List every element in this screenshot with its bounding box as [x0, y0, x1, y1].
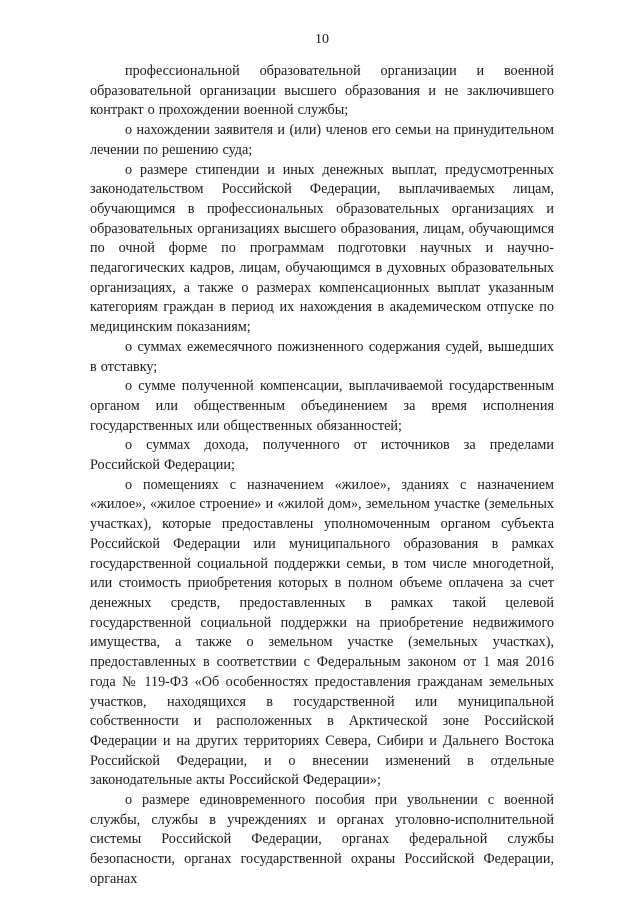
- paragraph: о размере стипендии и иных денежных выплат, предусмотренных законодательством Российской Федерации, выплачиваемых лицам, обучающимся в профессиональных образовательных организациях и образовательных организациях высшего образования, лицам, обучающимся по очной форме по программам подготовки научных и научно-педагогических кадров, лицам, обучающимся в духовных образовательных организациях, а также о размерах компенсационных выплат указанным категориям граждан в период их нахождения в академическом отпуске по медицинским показаниям;: [90, 161, 554, 336]
- document-body: [90, 62, 554, 890]
- paragraph: о помещениях с назначением «жилое», зданиях с назначением «жилое», «жилое строение» и «жилой дом», земельном участке (земельных участках), которые предоставлены уполномоченным органом субъекта Российской Федерации или муниципального образования в рамках государственной социальной поддержки семьи, в том числе многодетной, или стоимость приобретения которых в полном объеме оплачена за счет денежных средств, предоставленных в рамках такой целевой государственной социальной поддержки на приобретение недвижимого имущества, а также о земельном участке (земельных участках), предоставленных в соответствии с Федеральным законом от 1 мая 2016 года № 119-ФЗ «Об особенностях предоставления гражданам земельных участков, находящихся в государственной или муниципальной собственности и расположенных в Арктической зоне Российской Федерации и на других территориях Севера, Сибири и Дальнего Востока Российской Федерации, и о внесении изменений в отдельные законодательные акты Российской Федерации»;: [90, 476, 554, 789]
- paragraph: о суммах ежемесячного пожизненного содержания судей, вышедших в отставку;: [90, 338, 554, 375]
- page-number: 10: [315, 32, 329, 47]
- paragraph: о размере единовременного пособия при увольнении с военной службы, службы в учреждениях и органах уголовно-исполнительной системы Российской Федерации, органах федеральной службы безопасности, органах государственной охраны Российской Федерации, органах: [90, 792, 554, 887]
- paragraph: о сумме полученной компенсации, выплачиваемой государственным органом или общественным объединением за время исполнения государственных или общественных обязанностей;: [90, 378, 554, 434]
- paragraph: о нахождении заявителя и (или) членов его семьи на принудительном лечении по решению суда;: [90, 122, 554, 158]
- paragraph: профессиональной образовательной организации и военной образовательной организации высшего образования и не заключившего контракт о прохождении военной службы;: [90, 63, 554, 119]
- paragraph: о суммах дохода, полученного от источников за пределами Российской Федерации;: [90, 437, 554, 474]
